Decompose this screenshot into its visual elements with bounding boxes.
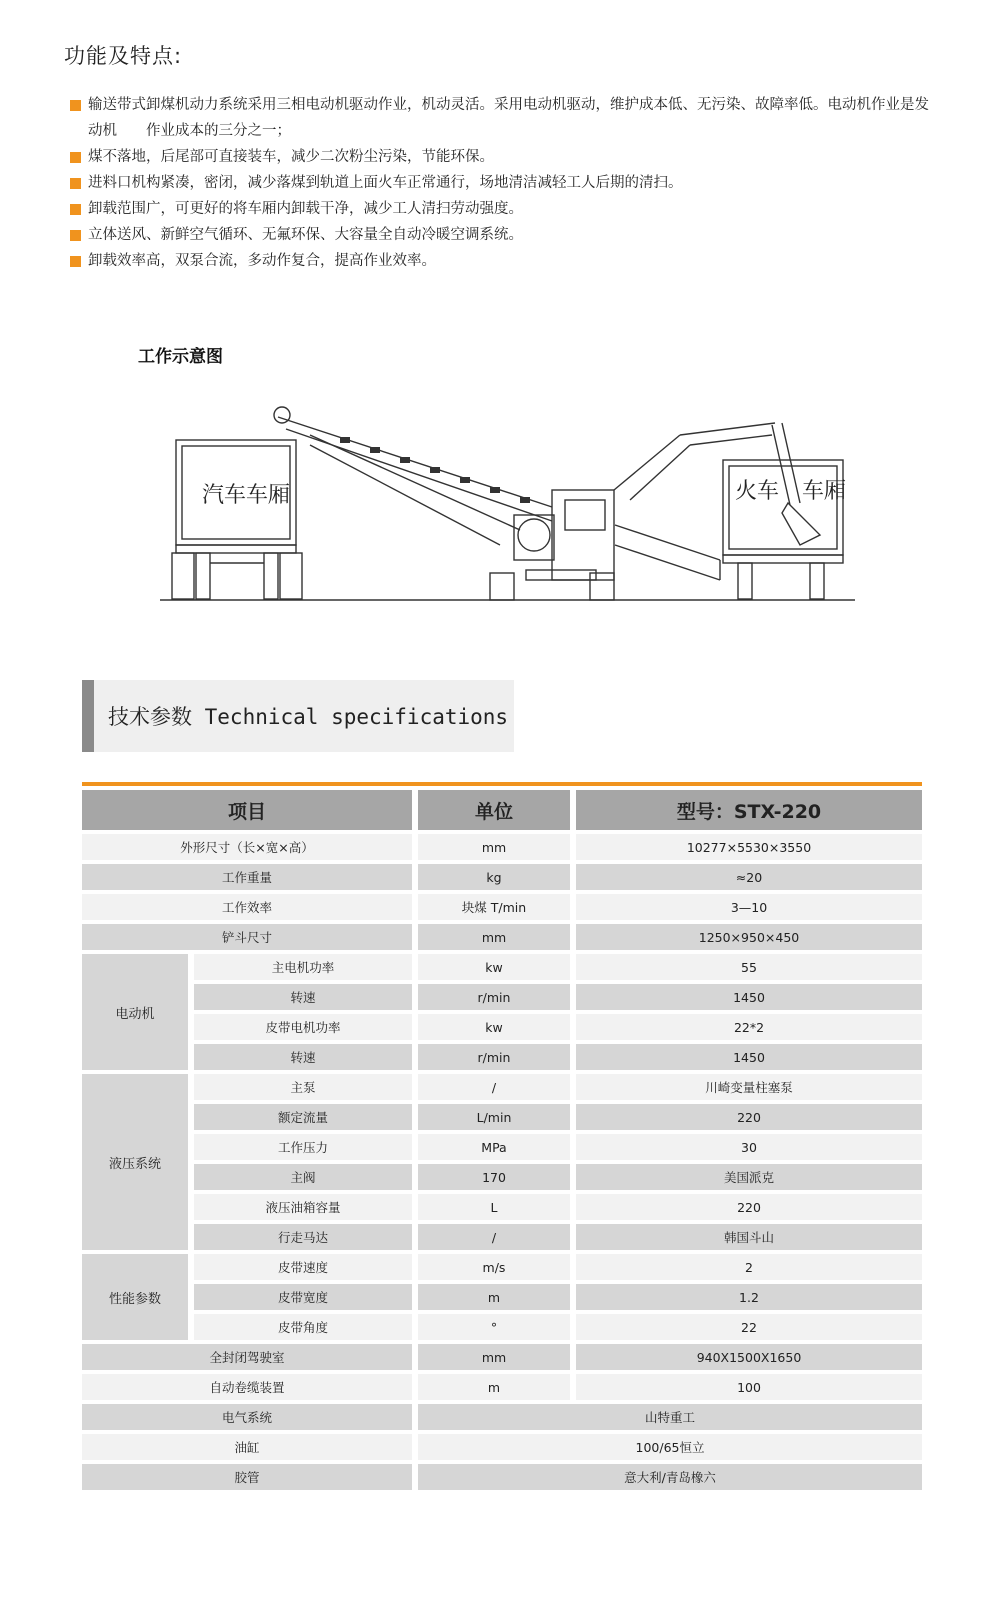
square-bullet-icon <box>70 178 81 189</box>
feature-item: 输送带式卸煤机动力系统采用三相电动机驱动作业，机动灵活。采用电动机驱动，维护成本低、无污染、故障率低。电动机作业是发动机 作业成本的三分之一； <box>70 92 940 144</box>
square-bullet-icon <box>70 256 81 267</box>
table-row: 电动机 主电机功率 kw 55 <box>82 954 922 980</box>
table-row: 额定流量 L/min 220 <box>82 1104 922 1130</box>
table-row: 液压系统 主泵 / 川崎变量柱塞泵 <box>82 1074 922 1100</box>
table-row: 液压油箱容量 L 220 <box>82 1194 922 1220</box>
table-row: 转速 r/min 1450 <box>82 1044 922 1070</box>
table-row: 转速 r/min 1450 <box>82 984 922 1010</box>
group-label: 性能参数 <box>82 1254 188 1340</box>
table-row: 自动卷缆装置 m 100 <box>82 1374 922 1400</box>
table-row: 工作压力 MPa 30 <box>82 1134 922 1160</box>
table-header-row <box>82 790 922 830</box>
train-label-1: 火车 <box>735 479 780 504</box>
header-item: 项目 <box>82 790 412 830</box>
feature-item: 卸载范围广，可更好的将车厢内卸载干净，减少工人清扫劳动强度。 <box>70 196 940 222</box>
table-row: 全封闭驾驶室 mm 940X1500X1650 <box>82 1344 922 1370</box>
feature-item: 立体送风、新鲜空气循环、无氟环保、大容量全自动冷暖空调系统。 <box>70 222 940 248</box>
table-row: 工作重量 kg ≈20 <box>82 864 922 890</box>
header-unit: 单位 <box>418 790 570 830</box>
work-diagram <box>160 395 880 635</box>
table-row: 铲斗尺寸 mm 1250×950×450 <box>82 924 922 950</box>
feature-item: 煤不落地，后尾部可直接装车，减少二次粉尘污染，节能环保。 <box>70 144 940 170</box>
square-bullet-icon <box>70 230 81 241</box>
specs-header <box>82 680 514 752</box>
features-list <box>70 92 940 274</box>
specs-table <box>82 786 922 1494</box>
feature-item: 卸载效率高，双泵合流，多动作复合，提高作业效率。 <box>70 248 940 274</box>
square-bullet-icon <box>70 152 81 163</box>
table-row: 电气系统 山特重工 <box>82 1404 922 1430</box>
table-row: 皮带角度 ° 22 <box>82 1314 922 1340</box>
table-row: 胶管 意大利/青岛橡六 <box>82 1464 922 1490</box>
square-bullet-icon <box>70 204 81 215</box>
feature-item: 进料口机构紧凑，密闭，减少落煤到轨道上面火车正常通行，场地清洁减轻工人后期的清扫。 <box>70 170 940 196</box>
group-label: 液压系统 <box>82 1074 188 1250</box>
table-row: 主阀 170 美国派克 <box>82 1164 922 1190</box>
diagram-title: 工作示意图 <box>138 347 223 367</box>
table-row: 行走马达 / 韩国斗山 <box>82 1224 922 1250</box>
specs-header-bar <box>82 680 94 752</box>
truck-label: 汽车车厢 <box>202 483 291 508</box>
table-row: 油缸 100/65恒立 <box>82 1434 922 1460</box>
table-row: 外形尺寸（长×宽×高） mm 10277×5530×3550 <box>82 834 922 860</box>
header-model: 型号：STX-220 <box>576 790 922 830</box>
table-row: 工作效率 块煤 T/min 3—10 <box>82 894 922 920</box>
group-label: 电动机 <box>82 954 188 1070</box>
train-label-2: 车厢 <box>802 479 847 504</box>
square-bullet-icon <box>70 100 81 111</box>
table-row: 皮带宽度 m 1.2 <box>82 1284 922 1310</box>
table-row: 性能参数 皮带速度 m/s 2 <box>82 1254 922 1280</box>
specs-title: 技术参数 Technical specifications <box>108 705 509 729</box>
table-row: 皮带电机功率 kw 22*2 <box>82 1014 922 1040</box>
features-title: 功能及特点: <box>64 44 183 68</box>
